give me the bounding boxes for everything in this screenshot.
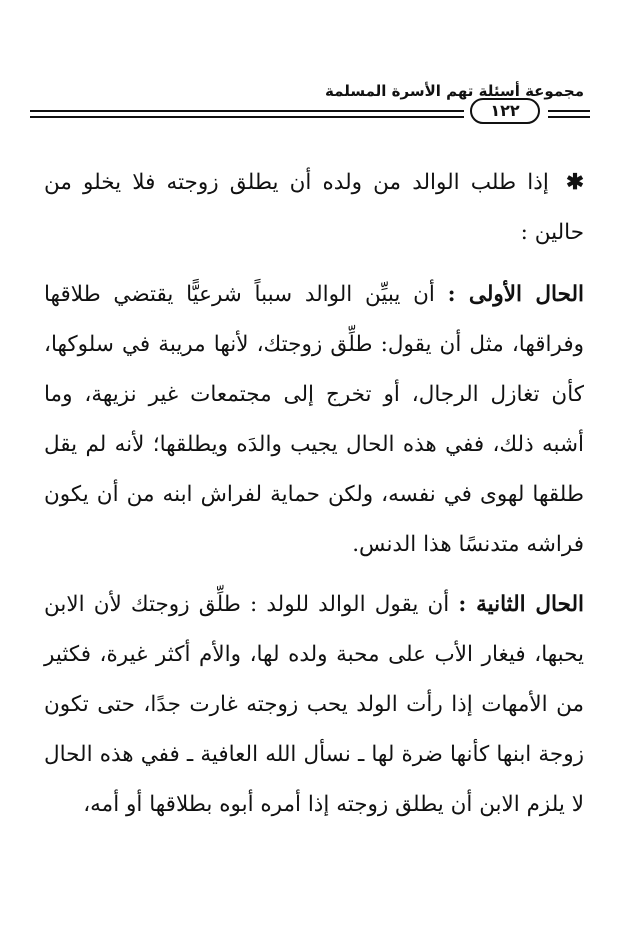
intro-paragraph (44, 158, 584, 258)
page-body (44, 158, 584, 840)
page-header (30, 68, 590, 128)
header-rule-upper-left (30, 110, 464, 112)
case-two-heading: الحال الثانية : (458, 592, 584, 617)
intro-text: إذا طلب الوالد من ولده أن يطلق زوجته فلا يخلو من حالين : (44, 170, 584, 245)
case-two-paragraph (44, 580, 584, 830)
case-one-text: أن يبيِّن الوالد سبباً شرعيًّا يقتضي طلاقها وفراقها، مثل أن يقول: طلِّق زوجتك، لأنها مريبة في سلوكها، كأن تغازل الرجال، أو تخرج إلى مجتمعات غير نزيهة، وما أشبه ذلك، ففي هذه الحال يجيب والدَه ويطلقها؛ لأنه لم يقل طلقها لهوى في نفسه، ولكن حماية لفراش ابنه من أن يكون فراشه متدنسًا هذا الدنس. (44, 282, 584, 557)
running-title: مجموعة أسئلة تهم الأسرة المسلمة (325, 82, 584, 100)
asterisk-marker-icon: ✱ (566, 170, 585, 195)
header-rule-lower-left (30, 116, 464, 118)
header-rule-lower-right (548, 116, 590, 118)
case-one-heading: الحال الأولى : (447, 282, 584, 307)
case-two-text: أن يقول الوالد للولد : طلِّق زوجتك لأن الابن يحبها، فيغار الأب على محبة ولده لها، والأم أكثر غيرة، فكثير من الأمهات إذا رأت الولد يحب زوجته غارت جدًا، حتى تكون زوجة ابنها كأنها ضرة لها ـ نسأل الله العافية ـ ففي هذه الحال لا يلزم الابن أن يطلق زوجته إذا أمره أبوه بطلاقها أو أمه، (44, 592, 584, 817)
page-number: ١٢٢ (470, 98, 540, 124)
header-rule-upper-right (548, 110, 590, 112)
case-one-paragraph (44, 270, 584, 570)
